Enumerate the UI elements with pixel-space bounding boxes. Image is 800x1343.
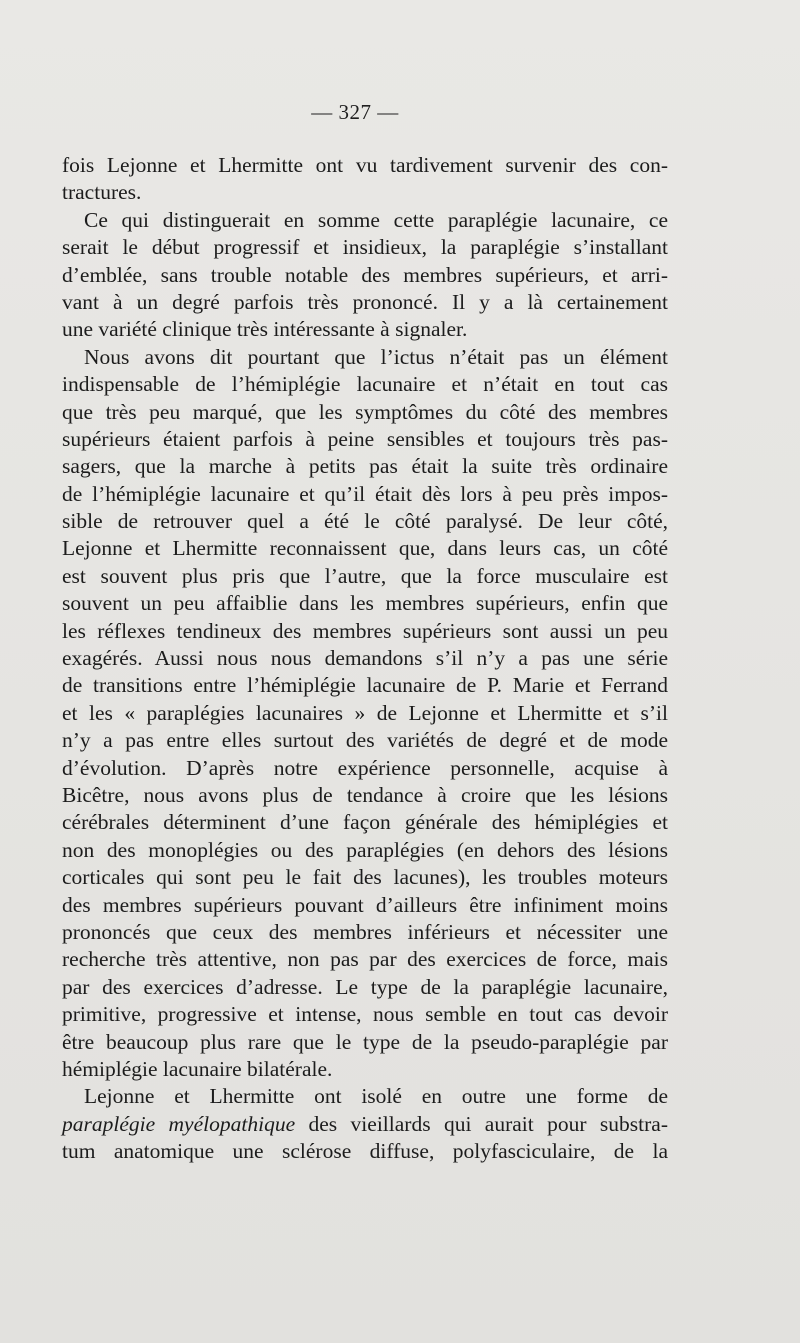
text-line: non des monoplégies ou des paraplégies (en dehors des lésions (62, 837, 668, 862)
text-line: indispensable de l’hémiplégie lacunaire et n’était en tout cas (62, 372, 668, 397)
text-line: de l’hémiplégie lacunaire et qu’il était dès lors à peu près impos- (62, 481, 668, 506)
text-line: supérieurs étaient parfois à peine sensibles et toujours très pas- (62, 426, 668, 451)
text-line: sagers, que la marche à petits pas était la suite très ordinaire (62, 454, 668, 479)
text-line: souvent un peu affaiblie dans les membres supérieurs, enfin que (62, 591, 668, 616)
text-fragment: des vieillards qui aurait pour substra- (295, 1111, 669, 1136)
text-line: n’y a pas entre elles surtout des variétés de degré et de mode (62, 728, 668, 753)
text-line: est souvent plus pris que l’autre, que la force musculaire est (62, 563, 668, 588)
text-line: hémiplégie lacunaire bilatérale. (62, 1056, 333, 1081)
text-line: serait le début progressif et insidieux, la paraplégie s’installant (62, 235, 668, 260)
text-line: et les « paraplégies lacunaires » de Lejonne et Lhermitte et s’il (62, 700, 668, 725)
text-line: sible de retrouver quel a été le côté paralysé. De leur côté, (62, 509, 668, 534)
page-number: — 327 — (311, 100, 399, 124)
text-line: par des exercices d’adresse. Le type de la paraplégie lacunaire, (62, 974, 668, 999)
text-line: primitive, progressive et intense, nous semble en tout cas devoir (62, 1002, 668, 1027)
text-line: Nous avons dit pourtant que l’ictus n’était pas un élément (84, 344, 668, 369)
text-line: Lejonne et Lhermitte ont isolé en outre une forme de (84, 1084, 668, 1109)
text-line: recherche très attentive, non pas par des exercices de force, mais (62, 947, 668, 972)
text-line: prononcés que ceux des membres inférieurs et nécessiter une (62, 919, 668, 944)
text-line: de transitions entre l’hémiplégie lacunaire de P. Marie et Ferrand (62, 673, 668, 698)
text-line: tum anatomique une sclérose diffuse, polyfasciculaire, de la (62, 1139, 668, 1164)
text-line: être beaucoup plus rare que le type de la pseudo-paraplégie par (62, 1029, 668, 1054)
italic-term: paraplégie myélopathique (62, 1111, 296, 1136)
text-line: une variété clinique très intéressante à signaler. (62, 317, 468, 342)
text-line: tractures. (62, 180, 142, 205)
text-line: exagérés. Aussi nous nous demandons s’il n’y a pas une série (62, 646, 668, 671)
text-line: cérébrales déterminent d’une façon générale des hémiplégies et (62, 810, 668, 835)
body-text (62, 152, 668, 1165)
text-line: Ce qui distinguerait en somme cette paraplégie lacunaire, ce (84, 207, 668, 232)
text-line: Bicêtre, nous avons plus de tendance à croire que les lésions (62, 782, 668, 807)
text-line: les réflexes tendineux des membres supérieurs sont aussi un peu (62, 618, 668, 643)
text-line: vant à un degré parfois très prononcé. Il y a là certainement (62, 289, 668, 314)
text-line: corticales qui sont peu le fait des lacunes), les troubles moteurs (62, 865, 668, 890)
text-line: des membres supérieurs pouvant d’ailleurs être infiniment moins (62, 892, 668, 917)
text-line: fois Lejonne et Lhermitte ont vu tardivement survenir des con- (62, 153, 668, 177)
text-line: d’évolution. D’après notre expérience personnelle, acquise à (62, 755, 668, 780)
text-line: que très peu marqué, que les symptômes du côté des membres (62, 399, 668, 424)
text-line (62, 1111, 668, 1138)
text-line: d’emblée, sans trouble notable des membres supérieurs, et arri- (62, 262, 668, 287)
text-line: Lejonne et Lhermitte reconnaissent que, dans leurs cas, un côté (62, 536, 668, 561)
